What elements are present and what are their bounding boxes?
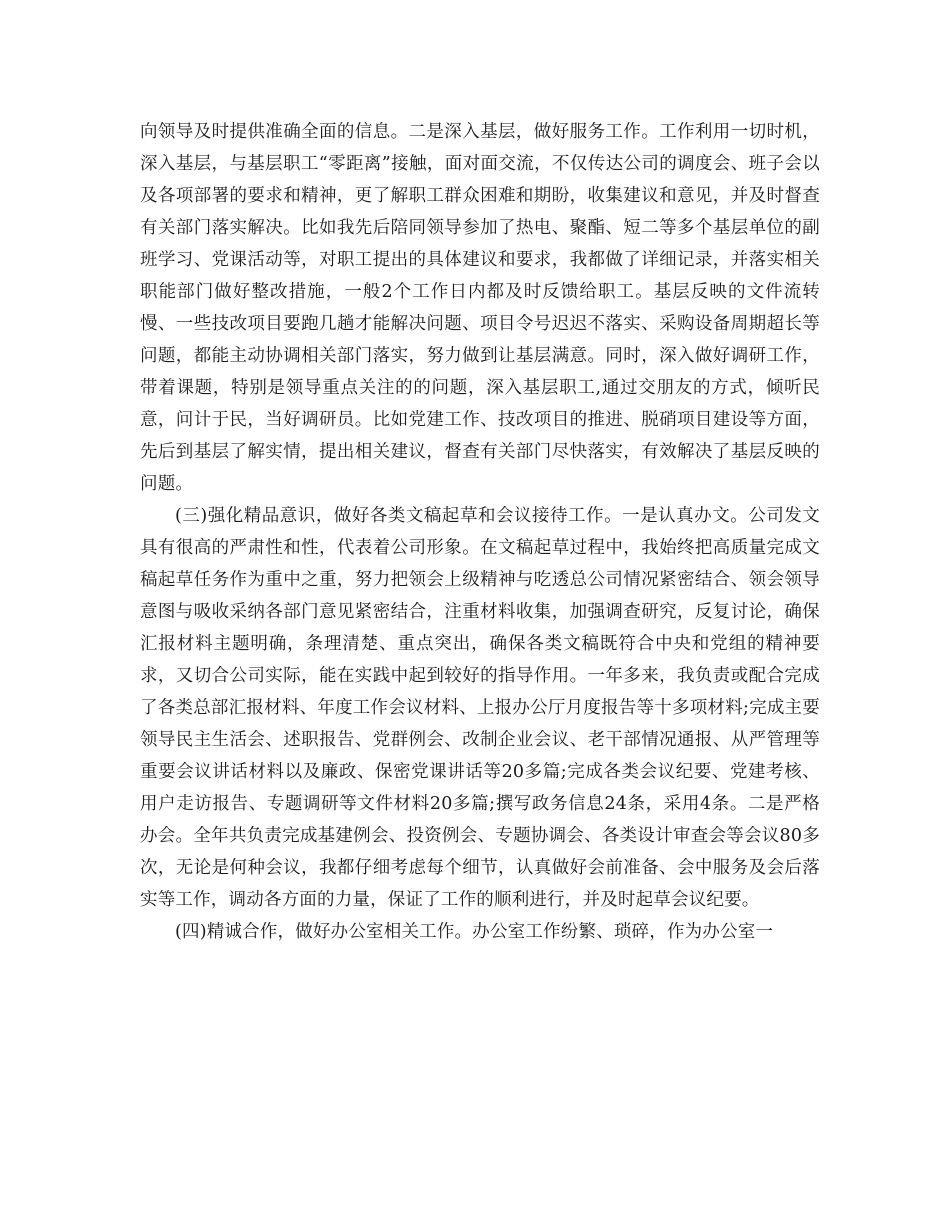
paragraph-3: (四)精诚合作，做好办公室相关工作。办公室工作纷繁、琐碎，作为办公室一 [175,922,774,942]
document-body [140,116,820,948]
paragraph-2: (三)强化精品意识，做好各类文稿起草和会议接待工作。一是认真办文。公司发文具有很高的严肃性和性，代表着公司形象。在文稿起草过程中，我始终把高质量完成文稿起草任务作为重中之重，努力把领会上级精神与吃透总公司情况紧密结合、领会领导意图与吸收采纳各部门意见紧密结合，注重材料收集，加强调查研究，反复讨论，确保汇报材料主题明确，条理清楚、重点突出，确保各类文稿既符合中央和党组的精神要求，又切合公司实际，能在实践中起到较好的指导作用。一年多来，我负责或配合完成了各类总部汇报材料、年度工作会议材料、上报办公厅月度报告等十多项材料;完成主要领导民主生活会、述职报告、党群例会、改制企业会议、老干部情况通报、从严管理等重要会议讲话材料以及廉政、保密党课讲话等20多篇;完成各类会议纪要、党建考核、用户走访报告、专题调研等文件材料20多篇;撰写政务信息24条，采用4条。二是严格办会。全年共负责完成基建例会、投资例会、专题协调会、各类设计审查会等会议80多次，无论是何种会议，我都仔细考虑每个细节，认真做好会前准备、会中服务及会后落实等工作，调动各方面的力量，保证了工作的顺利进行，并及时起草会议纪要。 [140,506,820,910]
paragraph-1: 向领导及时提供准确全面的信息。二是深入基层，做好服务工作。工作利用一切时机，深入基层，与基层职工“零距离”接触，面对面交流，不仅传达公司的调度会、班子会以及各项部署的要求和精神，更了解职工群众困难和期盼，收集建议和意见，并及时督查有关部门落实解决。比如我先后陪同领导参加了热电、聚酯、短二等多个基层单位的副班学习、党课活动等，对职工提出的具体建议和要求，我都做了详细记录，并落实相关职能部门做好整改措施，一般2个工作日内都及时反馈给职工。基层反映的文件流转慢、一些技改项目要跑几趟才能解决问题、项目令号迟迟不落实、采购设备周期超长等问题，都能主动协调相关部门落实，努力做到让基层满意。同时，深入做好调研工作，带着课题，特别是领导重点关注的的问题，深入基层职工,通过交朋友的方式，倾听民意，问计于民，当好调研员。比如党建工作、技改项目的推进、脱硝项目建设等方面，先后到基层了解实情，提出相关建议，督查有关部门尽快落实，有效解决了基层反映的问题。 [140,122,820,494]
